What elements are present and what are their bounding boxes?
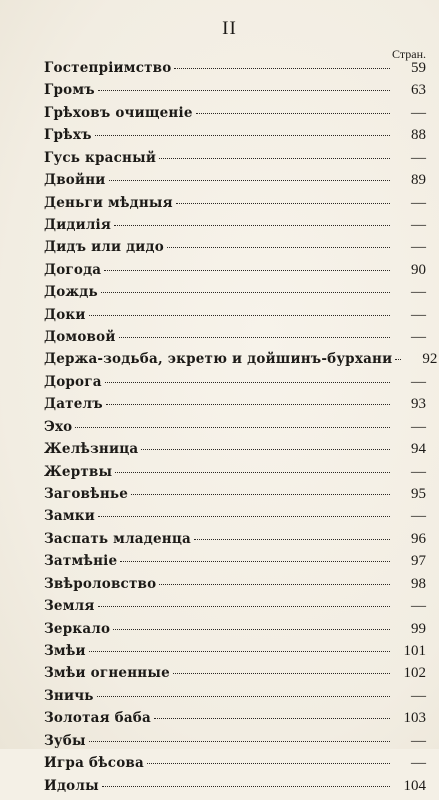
toc-entry-title: Держа-зодьба, экретю и дойшинъ-бурхани: [44, 351, 393, 368]
dot-leader: [95, 135, 390, 136]
toc-entry-page: 63: [411, 82, 426, 99]
toc-entry-title: Замки: [44, 508, 95, 525]
toc-entry: [44, 553, 426, 575]
toc-entry-title: Догода: [44, 261, 102, 278]
toc-entry-title: Грѣхъ: [44, 127, 92, 144]
toc-entry: [44, 150, 426, 172]
dot-leader: [120, 561, 390, 562]
toc-entry-page: 94: [411, 441, 426, 458]
toc-entry: [44, 419, 426, 441]
toc-entry-page: —: [411, 104, 426, 121]
toc-entry-page: 59: [411, 60, 426, 76]
dot-leader: [194, 539, 390, 540]
dot-leader: [106, 404, 390, 405]
dot-leader: [89, 741, 390, 742]
toc-entry: [44, 688, 426, 710]
dot-leader: [105, 382, 390, 383]
toc-entry-page: 101: [403, 642, 426, 659]
toc-entry-page: —: [411, 598, 426, 615]
toc-entry: [44, 733, 426, 755]
toc-entry: [44, 643, 426, 665]
dot-leader: [102, 786, 390, 787]
toc-entry-title: Змѣи: [44, 642, 86, 659]
toc-entry: [44, 598, 426, 620]
toc-entry-page: —: [411, 373, 426, 390]
toc-entry-page: 102: [403, 665, 426, 682]
dot-leader: [114, 225, 390, 226]
page-number: II: [222, 18, 237, 39]
dot-leader: [131, 494, 390, 495]
toc-entry-page: —: [411, 508, 426, 525]
toc-entry-title: Желѣзница: [44, 441, 139, 458]
toc-entry-title: Доки: [44, 306, 86, 323]
toc-entry-title: Дателъ: [44, 396, 103, 413]
dot-leader: [89, 315, 390, 316]
dot-leader: [104, 270, 390, 271]
toc-entry-page: —: [411, 329, 426, 346]
toc-entry-title: Двойни: [44, 172, 106, 189]
toc-entry-page: 98: [411, 575, 426, 592]
toc-entry: [44, 374, 426, 396]
dot-leader: [154, 718, 390, 719]
dot-leader: [98, 606, 390, 607]
toc-entry-title: Зеркало: [44, 620, 111, 637]
dot-leader: [174, 68, 390, 69]
dot-leader: [176, 203, 390, 204]
toc-entry: [44, 486, 426, 508]
toc-entry: [44, 778, 426, 800]
toc-entry-title: Деньги мѣдныя: [44, 194, 173, 211]
toc-entry-title: Змѣи огненные: [44, 665, 170, 682]
toc-entry-page: 89: [411, 172, 426, 189]
toc-entry-title: Земля: [44, 598, 95, 615]
toc-entry-page: —: [411, 284, 426, 301]
toc-entry: [44, 464, 426, 486]
dot-leader: [119, 337, 390, 338]
toc-entry: [44, 262, 426, 284]
toc-entry: [44, 576, 426, 598]
toc-entry-page: 104: [403, 777, 426, 794]
toc-entry-page: 97: [411, 553, 426, 570]
toc-entry-title: Жертвы: [44, 463, 113, 480]
toc-entry-title: Дидилія: [44, 216, 112, 233]
toc-entry: [44, 60, 426, 82]
toc-entry-page: —: [411, 149, 426, 166]
toc-entry: [44, 508, 426, 530]
toc-entry-page: 90: [411, 261, 426, 278]
dot-leader: [98, 90, 390, 91]
toc-entry-page: 92: [422, 351, 438, 368]
toc-entry-title: Эхо: [44, 418, 73, 435]
dot-leader: [109, 180, 391, 181]
toc-entry-page: —: [411, 732, 426, 749]
toc-entry-title: Грѣховъ очищеніе: [44, 104, 193, 121]
toc-entry: [44, 307, 426, 329]
toc-entry: [44, 239, 426, 261]
toc-entry: [44, 351, 438, 373]
toc-entry-page: —: [411, 239, 426, 256]
toc-entry-title: Золотая баба: [44, 710, 151, 727]
toc-entry: [44, 665, 426, 687]
toc-entry: [44, 82, 426, 104]
dot-leader: [159, 584, 390, 585]
toc-entry: [44, 284, 426, 306]
toc-entry: [44, 710, 426, 732]
toc-entry-page: 88: [411, 127, 426, 144]
dot-leader: [113, 629, 390, 630]
page-column-header: Стран.: [392, 47, 426, 61]
toc-entry-page: —: [411, 216, 426, 233]
toc-entry: [44, 127, 426, 149]
toc-entry-title: Дидъ или дидо: [44, 239, 164, 256]
toc-entry-page: —: [411, 755, 426, 772]
toc-entry-page: —: [411, 687, 426, 704]
toc-entry-title: Дождь: [44, 284, 98, 301]
toc-entry-page: —: [411, 463, 426, 480]
toc-entry-title: Идолы: [44, 777, 99, 794]
dot-leader: [101, 292, 390, 293]
toc-entry: [44, 172, 426, 194]
toc-entry-page: 93: [411, 396, 426, 413]
toc-entry-title: Зубы: [44, 732, 86, 749]
dot-leader: [97, 696, 390, 697]
toc-entry-page: —: [411, 194, 426, 211]
toc-entry-page: —: [411, 306, 426, 323]
toc-entry-title: Дорога: [44, 373, 102, 390]
dot-leader: [115, 472, 390, 473]
toc-entry: [44, 195, 426, 217]
toc-entry-title: Заспать младенца: [44, 530, 191, 547]
toc-entry-title: Гусь красный: [44, 149, 157, 166]
toc-entry-title: Домовой: [44, 329, 116, 346]
toc-entry: [44, 531, 426, 553]
toc-entry-page: 96: [411, 530, 426, 547]
table-of-contents: [44, 60, 438, 800]
dot-leader: [89, 651, 390, 652]
toc-entry-title: Гостепріимство: [44, 60, 172, 76]
toc-entry-title: Заговѣнье: [44, 486, 129, 503]
toc-entry: [44, 621, 426, 643]
toc-entry-page: 99: [411, 620, 426, 637]
toc-entry: [44, 441, 426, 463]
dot-leader: [196, 113, 390, 114]
dot-leader: [173, 673, 390, 674]
toc-entry: [44, 755, 426, 777]
toc-entry-title: Громъ: [44, 82, 95, 99]
dot-leader: [75, 427, 390, 428]
dot-leader: [395, 359, 401, 360]
toc-entry-title: Затмѣніе: [44, 553, 118, 570]
toc-entry: [44, 217, 426, 239]
toc-entry-title: Игра бѣсова: [44, 755, 144, 772]
toc-entry-page: —: [411, 418, 426, 435]
dot-leader: [147, 763, 390, 764]
toc-entry-title: Звѣроловство: [44, 575, 157, 592]
toc-entry-title: Зничь: [44, 687, 94, 704]
dot-leader: [98, 516, 390, 517]
dot-leader: [159, 158, 390, 159]
dot-leader: [141, 449, 390, 450]
toc-entry: [44, 329, 426, 351]
toc-entry: [44, 105, 426, 127]
dot-leader: [167, 247, 390, 248]
toc-entry: [44, 396, 426, 418]
toc-entry-page: 95: [411, 486, 426, 503]
toc-entry-page: 103: [403, 710, 426, 727]
